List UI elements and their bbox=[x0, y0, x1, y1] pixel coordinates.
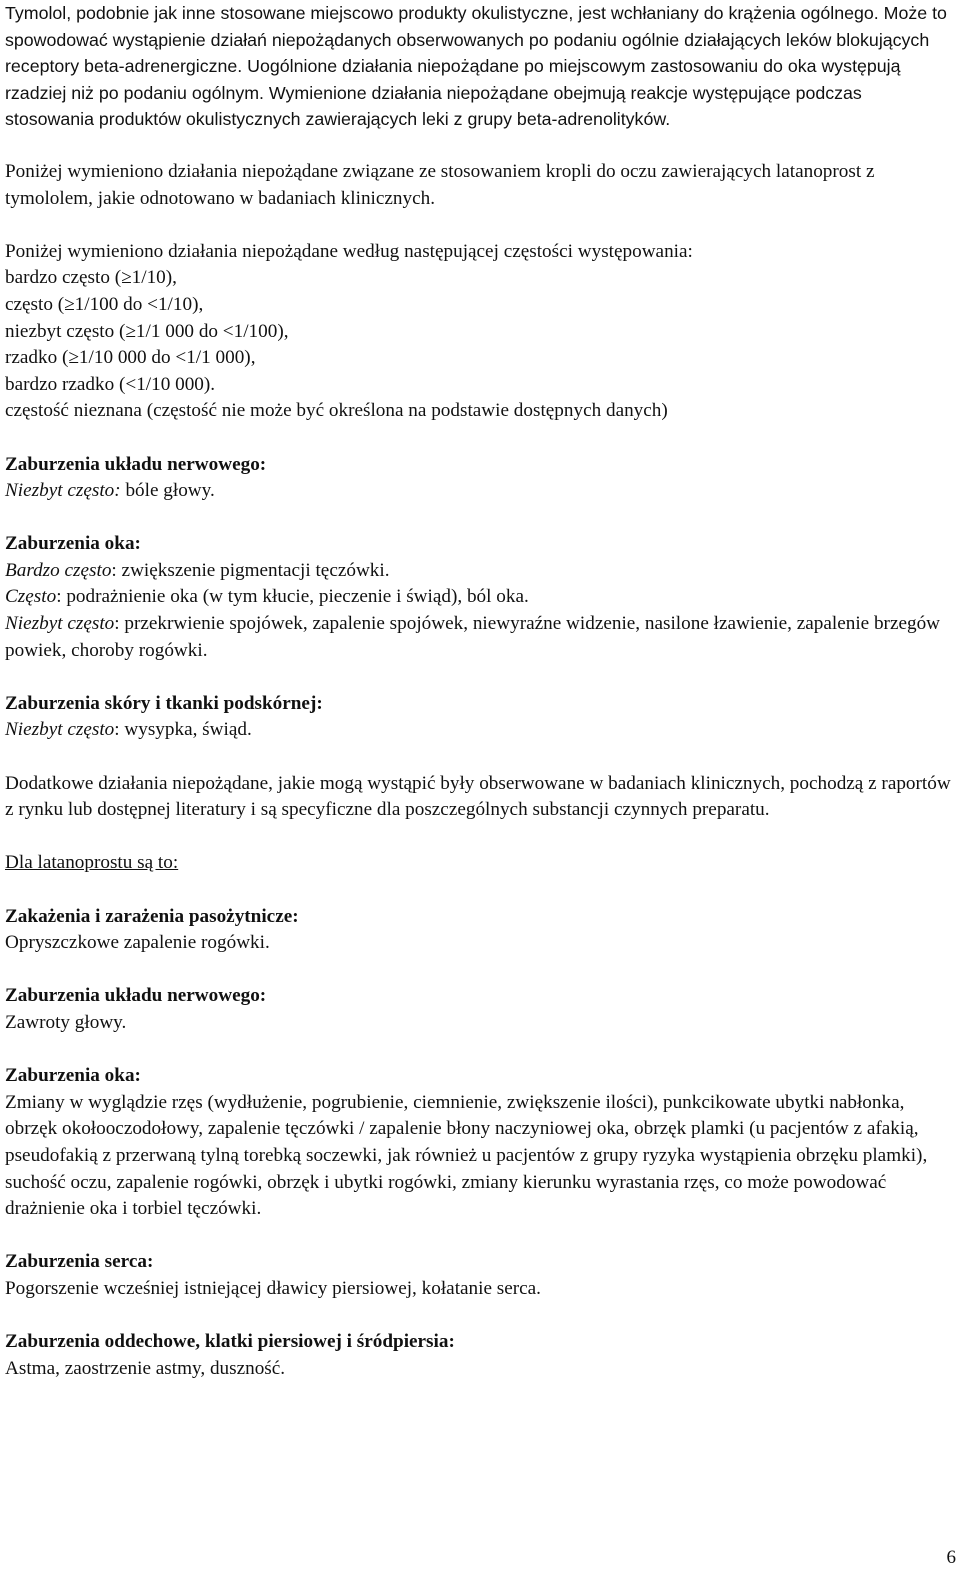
document-page bbox=[5, 0, 955, 1409]
section-entry: Pogorszenie wcześniej istniejącej dławicy piersiowej, kołatanie serca. bbox=[5, 1277, 541, 1299]
frequency-label: Często bbox=[5, 586, 57, 608]
entry-text: : podrażnienie oka (w tym kłucie, pieczenie i świąd), ból oka. bbox=[56, 586, 529, 608]
frequency-line: niezbyt często (≥1/1 000 do <1/100), bbox=[5, 320, 289, 342]
frequency-line: bardzo rzadko (<1/10 000). bbox=[5, 373, 216, 395]
entry-text: : wysypka, świąd. bbox=[114, 719, 252, 741]
entry-text: : przekrwienie spojówek, zapalenie spojówek, niewyraźne widzenie, nasilone łzawienie, zapalenie brzegów powiek, choroby rogówki. bbox=[5, 613, 941, 661]
additional-effects-paragraph: Dodatkowe działania niepożądane, jakie mogą wystąpić były obserwowane w badaniach klinicznych, pochodzą z raportów z rynku lub dostępnej literatury i są specyficzne dla poszczególnych substancji czynnych preparatu. bbox=[5, 772, 951, 821]
section-heading: Zaburzenia oddechowe, klatki piersiowej i śródpiersia: bbox=[5, 1331, 455, 1353]
section-heading: Zaburzenia układu nerwowego: bbox=[5, 453, 267, 475]
section-respiratory bbox=[5, 1329, 955, 1382]
frequency-line: rzadko (≥1/10 000 do <1/1 000), bbox=[5, 347, 256, 369]
section-cardiac bbox=[5, 1249, 955, 1302]
frequency-line: bardzo często (≥1/10), bbox=[5, 267, 177, 289]
section-heading: Zaburzenia skóry i tkanki podskórnej: bbox=[5, 692, 323, 714]
section-heading: Zaburzenia serca: bbox=[5, 1251, 154, 1273]
section-entry: Zmiany w wyglądzie rzęs (wydłużenie, pogrubienie, ciemnienie, zwiększenie ilości), punkcikowate ubytki nabłonka, obrzęk okołooczodołowy, zapalenie tęczówki / zapalenie błony naczyniowej oka, obrzęk plamki (u pacjentów z afakią, pseudofakią z przerwaną tylną torebką soczewki, jak również u pacjentów z grupy ryzyka wystąpienia obrzęku plamki), suchość oczu, zapalenie rogówki, obrzęk i ubytki rogówki, zmiany kierunku wyrastania rzęs, co może powodować drażnienie oka i torbiel tęczówki. bbox=[5, 1091, 928, 1220]
section-entry: Opryszczkowe zapalenie rogówki. bbox=[5, 932, 270, 954]
frequency-line: częstość nieznana (częstość nie może być określona na podstawie dostępnych danych) bbox=[5, 400, 668, 422]
section-entry bbox=[5, 478, 955, 505]
section-entry bbox=[5, 558, 955, 585]
section-heading: Zaburzenia oka: bbox=[5, 1065, 141, 1087]
section-entry bbox=[5, 717, 955, 744]
section-eye-latanoprost bbox=[5, 1063, 955, 1223]
latanoprost-subheading: Dla latanoprostu są to: bbox=[5, 852, 179, 874]
section-entry bbox=[5, 584, 955, 611]
frequency-label: Niezbyt często bbox=[5, 719, 115, 741]
frequency-label: Niezbyt często bbox=[5, 613, 115, 635]
section-heading: Zaburzenia układu nerwowego: bbox=[5, 985, 267, 1007]
entry-text: bóle głowy. bbox=[120, 480, 215, 502]
entry-text: : zwiększenie pigmentacji tęczówki. bbox=[111, 559, 390, 581]
frequency-lead: Poniżej wymieniono działania niepożądane według następującej częstości występowania: bbox=[5, 240, 693, 262]
section-infections bbox=[5, 904, 955, 957]
clinical-trials-paragraph: Poniżej wymieniono działania niepożądane związane ze stosowaniem kropli do oczu zawierających latanoprost z tymololem, jakie odnotowano w badaniach klinicznych. bbox=[5, 160, 875, 209]
section-entry bbox=[5, 611, 955, 664]
frequency-line: często (≥1/100 do <1/10), bbox=[5, 293, 204, 315]
frequency-label: Niezbyt często: bbox=[5, 480, 121, 502]
section-entry: Astma, zaostrzenie astmy, duszność. bbox=[5, 1357, 286, 1379]
section-eye-disorders bbox=[5, 531, 955, 664]
section-heading: Zaburzenia oka: bbox=[5, 533, 141, 555]
section-nervous-system bbox=[5, 452, 955, 505]
section-heading: Zakażenia i zarażenia pasożytnicze: bbox=[5, 905, 299, 927]
page-number: 6 bbox=[946, 1547, 956, 1568]
intro-paragraph: Tymolol, podobnie jak inne stosowane miejscowo produkty okulistyczne, jest wchłaniany do krążenia ogólnego. Może to spowodować wystąpienie działań niepożądanych obserwowanych po podaniu ogólnie działających leków blokujących receptory beta-adrenergiczne. Uogólnione działania niepożądane po miejscowym zastosowaniu do oka występują rzadziej niż po podaniu ogólnym. Wymienione działania niepożądane obejmują reakcje występujące podczas stosowania produktów okulistycznych zawierających leki z grupy beta-adrenolityków. bbox=[5, 3, 947, 130]
frequency-definitions bbox=[5, 239, 955, 425]
section-nervous-system-latanoprost bbox=[5, 983, 955, 1036]
section-skin bbox=[5, 691, 955, 744]
frequency-label: Bardzo często bbox=[5, 559, 112, 581]
section-entry: Zawroty głowy. bbox=[5, 1011, 127, 1033]
